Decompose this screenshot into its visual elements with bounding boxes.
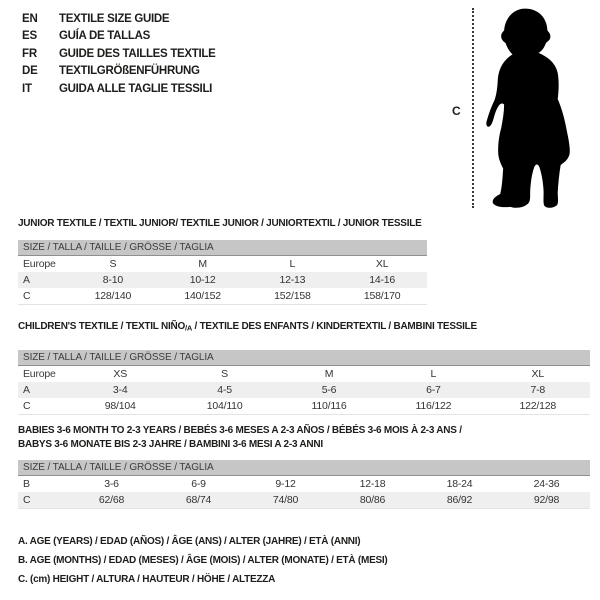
- value-cell: 62/68: [68, 492, 155, 509]
- row-label: Europe: [23, 368, 56, 380]
- value-cell: 12-18: [359, 478, 386, 490]
- language-code: FR: [22, 47, 37, 60]
- value-cell: 110/116: [277, 398, 381, 415]
- value-cell: 116/122: [381, 398, 485, 415]
- height-measure-dotted-line: [472, 8, 474, 208]
- babies-size-table: [18, 460, 590, 509]
- language-row: [22, 81, 216, 98]
- language-code: DE: [22, 65, 38, 78]
- junior-table-title: JUNIOR TEXTILE / TEXTIL JUNIOR/ TEXTILE JUNIOR / JUNIORTEXTIL / JUNIOR TESSILE: [18, 218, 422, 229]
- size-header-row: [18, 240, 427, 256]
- title-line-1: BABIES 3-6 MONTH TO 2-3 YEARS / BEBÉS 3-6 MESES A 2-3 AÑOS / BÉBÉS 3-6 MOIS À 2-3 ANS /: [18, 425, 462, 436]
- size-cell: L: [430, 368, 437, 380]
- size-cell: M: [198, 258, 207, 270]
- table-row-europe: [18, 366, 590, 383]
- language-row: [22, 46, 216, 63]
- language-title: GUÍA DE TALLAS: [59, 30, 150, 43]
- size-header-row: [18, 350, 590, 366]
- size-cell: M: [324, 368, 334, 380]
- value-cell: 68/74: [155, 492, 242, 509]
- size-cell: S: [109, 258, 117, 270]
- size-cell: S: [221, 368, 228, 380]
- row-label: C: [18, 398, 68, 415]
- value-cell: 128/140: [68, 288, 158, 305]
- language-title: GUIDE DES TAILLES TEXTILE: [59, 47, 216, 60]
- value-cell: 9-12: [275, 478, 296, 490]
- language-title-list: [22, 11, 216, 98]
- language-code: IT: [22, 82, 32, 95]
- height-measure-label: C: [452, 104, 461, 118]
- table-row-height: [18, 398, 590, 415]
- value-cell: 5-6: [277, 382, 381, 398]
- value-cell: 74/80: [242, 492, 329, 509]
- children-size-table: [18, 350, 590, 415]
- value-cell: 92/98: [503, 492, 590, 509]
- language-code: EN: [22, 13, 38, 25]
- value-cell: 3-6: [104, 478, 119, 490]
- language-title: TEXTILGRÖßENFÜHRUNG: [59, 65, 200, 78]
- value-cell: 158/170: [337, 288, 427, 305]
- table-row-age: [18, 382, 590, 398]
- language-row: [22, 11, 216, 28]
- language-row: [22, 63, 216, 80]
- size-cell: XS: [113, 368, 127, 380]
- value-cell: 24-36: [533, 478, 560, 490]
- value-cell: 6-7: [381, 382, 485, 398]
- value-cell: 86/92: [416, 492, 503, 509]
- value-cell: 18-24: [446, 478, 473, 490]
- row-label: C: [18, 492, 68, 509]
- children-table-title: [18, 320, 477, 335]
- value-cell: 140/152: [158, 288, 248, 305]
- size-header-row: [18, 460, 590, 476]
- title-line-2: BABYS 3-6 MONATE BIS 2-3 JAHRE / BAMBINI 3-6 MESI A 2-3 ANNI: [18, 438, 323, 450]
- size-header-bar: SIZE / TALLA / TAILLE / GRÖSSE / TAGLIA: [18, 350, 590, 366]
- value-cell: 3-4: [68, 382, 172, 398]
- junior-size-table: [18, 240, 427, 305]
- value-cell: 122/128: [486, 398, 590, 415]
- value-cell: 7-8: [486, 382, 590, 398]
- table-row-height: [18, 288, 427, 305]
- title-subscript: /A: [184, 323, 192, 333]
- row-label: A: [18, 382, 68, 398]
- value-cell: 104/110: [172, 398, 276, 415]
- baby-silhouette-icon: [482, 2, 600, 214]
- value-cell: 80/86: [329, 492, 416, 509]
- language-row: [22, 28, 216, 45]
- note-age-months: B. AGE (MONTHS) / EDAD (MESES) / ÂGE (MOIS) / ALTER (MONATE) / ETÀ (MESI): [18, 555, 388, 566]
- title-text: CHILDREN'S TEXTILE / TEXTIL NIÑO: [18, 321, 185, 332]
- value-cell: 14-16: [337, 272, 427, 288]
- row-label: C: [18, 288, 68, 305]
- table-row-europe: [18, 256, 427, 273]
- size-header-bar: SIZE / TALLA / TAILLE / GRÖSSE / TAGLIA: [18, 460, 590, 476]
- babies-table-title: [18, 424, 462, 451]
- size-cell: XL: [375, 258, 389, 270]
- row-label: A: [18, 272, 68, 288]
- size-header-bar: SIZE / TALLA / TAILLE / GRÖSSE / TAGLIA: [18, 240, 427, 256]
- language-title: TEXTILE SIZE GUIDE: [59, 13, 170, 25]
- size-cell: XL: [531, 368, 544, 380]
- value-cell: 8-10: [68, 272, 158, 288]
- value-cell: 12-13: [248, 272, 338, 288]
- size-cell: L: [289, 258, 296, 270]
- legend-notes: [18, 532, 388, 589]
- language-code: ES: [22, 30, 37, 43]
- title-text: / TEXTILE DES ENFANTS / KINDERTEXTIL / BAMBINI TESSILE: [191, 321, 477, 332]
- note-height-cm: C. (cm) HEIGHT / ALTURA / HAUTEUR / HÖHE / ALTEZZA: [18, 574, 276, 585]
- value-cell: 98/104: [68, 398, 172, 415]
- value-cell: 152/158: [248, 288, 338, 305]
- row-label: Europe: [23, 258, 56, 270]
- value-cell: 10-12: [158, 272, 248, 288]
- table-row-age: [18, 272, 427, 288]
- table-row-height: [18, 492, 590, 509]
- value-cell: 6-9: [191, 478, 206, 490]
- table-row-months: [18, 476, 590, 493]
- value-cell: 4-5: [172, 382, 276, 398]
- language-title: GUIDA ALLE TAGLIE TESSILI: [59, 82, 213, 95]
- row-label: B: [23, 478, 30, 490]
- note-age-years: A. AGE (YEARS) / EDAD (AÑOS) / ÂGE (ANS) / ALTER (JAHRE) / ETÀ (ANNI): [18, 536, 361, 547]
